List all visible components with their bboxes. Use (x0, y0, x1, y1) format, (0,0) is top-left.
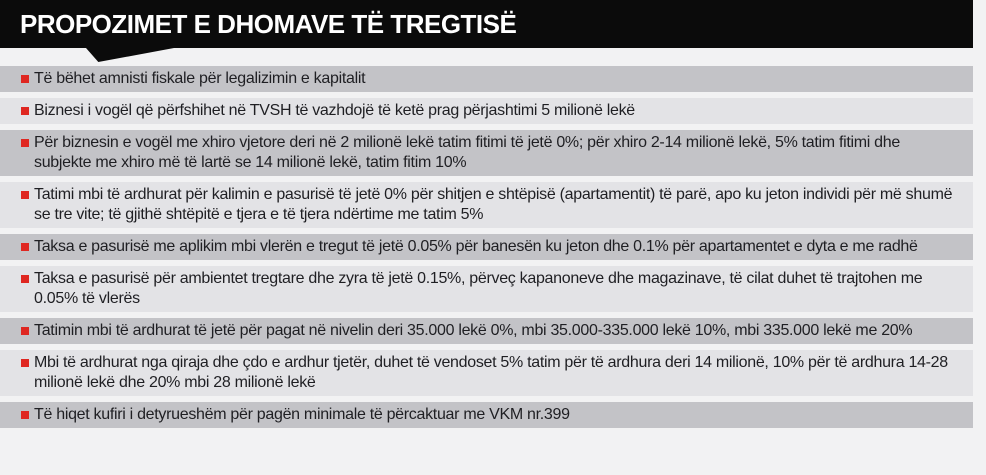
list-item (0, 318, 973, 344)
list-item (0, 266, 973, 312)
list-item-text: Biznesi i vogël që përfshihet në TVSH të vazhdojë të ketë prag përjashtimi 5 milionë lekë (34, 102, 635, 119)
list-item-text: Të bëhet amnisti fiskale për legalizimin e kapitalit (34, 70, 366, 87)
list-item-text: Taksa e pasurisë për ambientet tregtare dhe zyra të jetë 0.15%, përveç kapanoneve dhe magazinave, të cilat duhet të trajtohen me 0.05% të vlerës (34, 270, 923, 307)
list-item-text: Tatimi mbi të ardhurat për kalimin e pasurisë të jetë 0% për shitjen e shtëpisë (apartamentit) të parë, apo ku jeton individi për më shumë se tre vite; të gjithë shtëpitë e tjera e të tjera ndërtime me tatim 5% (34, 186, 953, 223)
list-item (0, 234, 973, 260)
bullet-icon (21, 243, 29, 251)
header-banner (0, 0, 973, 48)
proposal-list (0, 66, 973, 428)
bullet-icon (21, 359, 29, 367)
bullet-icon (21, 75, 29, 83)
list-item (0, 130, 973, 176)
list-item-text: Për biznesin e vogël me xhiro vjetore deri në 2 milionë lekë tatim fitimi të jetë 0%; për xhiro 2-14 milionë lekë, 5% tatim fitimi dhe subjekte me xhiro më të lartë se 14 milionë lekë, tatim fitim 10% (34, 134, 900, 171)
bullet-icon (21, 191, 29, 199)
bullet-icon (21, 275, 29, 283)
list-item-text: Të hiqet kufiri i detyrueshëm për pagën minimale të përcaktuar me VKM nr.399 (34, 406, 570, 423)
bullet-icon (21, 411, 29, 419)
list-item-text: Mbi të ardhurat nga qiraja dhe çdo e ardhur tjetër, duhet të vendoset 5% tatim për të ardhura deri 14 milionë, 10% për të ardhura 14-28 milionë lekë dhe 20% mbi 28 milionë lekë (34, 354, 948, 391)
list-item-text: Taksa e pasurisë me aplikim mbi vlerën e tregut të jetë 0.05% për banesën ku jeton dhe 0.1% për apartamentet e dyta e me radhë (34, 238, 918, 255)
bullet-icon (21, 107, 29, 115)
bullet-icon (21, 327, 29, 335)
page-title: PROPOZIMET E DHOMAVE TË TREGTISË (20, 9, 517, 39)
speech-tail (86, 48, 174, 62)
bullet-icon (21, 139, 29, 147)
list-item (0, 182, 973, 228)
list-item (0, 98, 973, 124)
list-item-text: Tatimin mbi të ardhurat të jetë për pagat në nivelin deri 35.000 lekë 0%, mbi 35.000-335.000 lekë 10%, mbi 335.000 lekë me 20% (34, 322, 913, 339)
list-item (0, 402, 973, 428)
list-item (0, 350, 973, 396)
list-item (0, 66, 973, 92)
